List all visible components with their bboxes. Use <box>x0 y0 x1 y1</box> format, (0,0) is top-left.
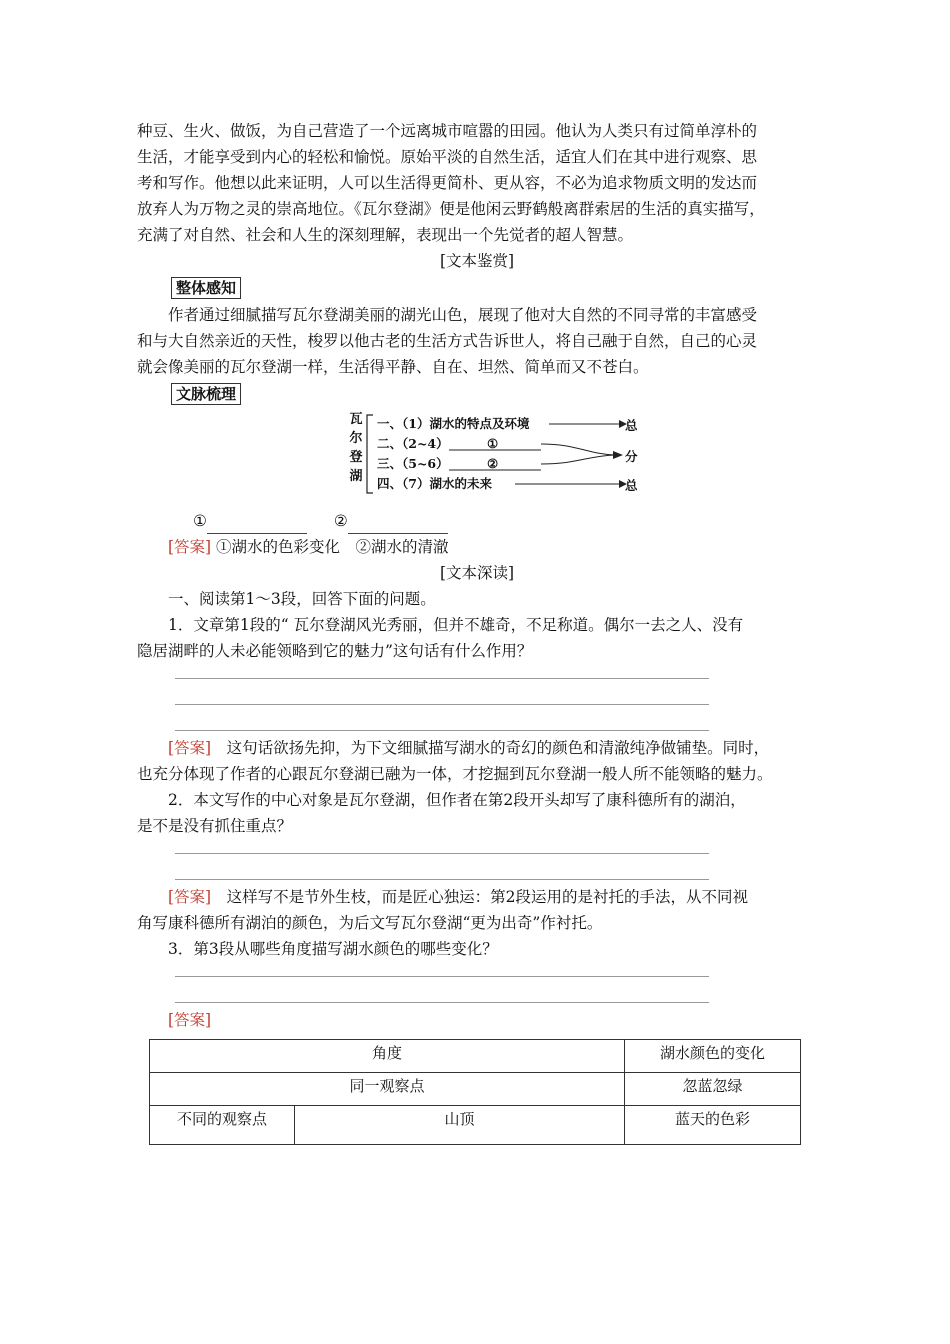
table-cell: 蓝天的色彩 <box>625 1106 801 1145</box>
table-header-row <box>150 1040 801 1073</box>
question-1 <box>137 612 817 787</box>
table-cell: 不同的观察点 <box>150 1106 295 1145</box>
answer-lines <box>137 664 817 735</box>
question-line: 1．文章第1段的“ 瓦尔登湖风光秀丽，但并不雄奇，不足称道。偶尔一去之人、没有 <box>168 616 744 634</box>
table-cell: 忽蓝忽绿 <box>625 1073 801 1106</box>
structure-diagram <box>137 408 817 508</box>
answer-line <box>175 976 709 977</box>
merge-curve-top <box>541 444 615 455</box>
answer-label: [答案] <box>168 739 212 757</box>
part-heading: 一、阅读第1～3段，回答下面的问题。 <box>168 590 436 608</box>
text-line: 考和写作。他想以此来证明，人可以生活得更简朴、更从容，不必为追求物质文明的发达而 <box>137 174 758 192</box>
answer-table <box>149 1039 801 1145</box>
blank-1-field[interactable] <box>207 517 307 534</box>
question-2 <box>137 787 817 936</box>
answer-line <box>175 678 709 679</box>
text-line: 充满了对自然、社会和人生的深刻理解，表现出一个先觉者的超人智慧。 <box>137 226 634 244</box>
row-blank: ② <box>487 456 499 471</box>
bracket-line <box>367 415 373 493</box>
target-total: 总 <box>625 478 638 493</box>
question-line: 隐居湖畔的人未必能领略到它的魅力”这句话有什么作用？ <box>137 642 533 660</box>
question-line: 2．本文写作的中心对象是瓦尔登湖，但作者在第2段开头却写了康科德所有的湖泊， <box>168 791 746 809</box>
document-page <box>137 118 817 1145</box>
answer-paragraph <box>137 884 817 910</box>
text-line: 就会像美丽的瓦尔登湖一样，生活得平静、自在、坦然、简单而又不苍白。 <box>137 358 649 376</box>
answer-line <box>175 730 709 731</box>
text-line: 和与大自然亲近的天性，梭罗以他古老的生活方式告诉世人，将自己融于自然，自己的心灵 <box>137 332 758 350</box>
structure-row-3 <box>377 456 499 472</box>
answer-lines <box>137 962 817 1007</box>
answer-line <box>175 704 709 705</box>
text-line: 作者通过细腻描写瓦尔登湖美丽的湖光山色，展现了他对大自然的不同寻常的丰富感受 <box>168 306 758 324</box>
answer-text: 这样写不是节外生枝，而是匠心独运：第2段运用的是衬托的手法，从不同视 <box>211 888 748 906</box>
overall-tag: 整体感知 <box>171 277 241 299</box>
answer-line <box>175 1002 709 1003</box>
answer-line <box>175 879 709 880</box>
target-total: 总 <box>625 418 638 433</box>
intro-paragraph <box>137 118 817 248</box>
structure-row-2 <box>377 436 499 452</box>
structure-tag: 文脉梳理 <box>171 383 241 405</box>
row-blank: ① <box>487 436 499 451</box>
answer-text: 这句话欲扬先抑，为下文细腻描写湖水的奇幻的颜色和清澈纯净做铺垫。同时， <box>211 739 770 757</box>
arrowhead <box>613 451 623 459</box>
overall-section <box>137 274 817 380</box>
answer-lines <box>137 839 817 884</box>
answer-label: [答案] <box>168 538 212 556</box>
blank-2-field[interactable] <box>348 517 448 534</box>
row-label: 一、（1）湖水的特点及环境 <box>377 416 530 431</box>
structure-answer <box>137 534 817 560</box>
answer-paragraph <box>137 1007 817 1033</box>
table-cell: 山顶 <box>295 1106 625 1145</box>
table-cell: 同一观察点 <box>150 1073 625 1106</box>
answer-text: 也充分体现了作者的心跟瓦尔登湖已融为一体，才挖掘到瓦尔登湖一般人所不能领略的魅力。 <box>137 765 773 783</box>
section-heading-appreciation: [文本鉴赏] <box>439 252 515 270</box>
row-label: 四、（7）湖水的未来 <box>377 476 492 491</box>
root-title <box>349 410 365 486</box>
text-line: 放弃人为万物之灵的崇高地位。《瓦尔登湖》便是他闲云野鹤般离群索居的生活的真实描写， <box>137 200 765 218</box>
answer-line <box>175 853 709 854</box>
target-parts: 分 <box>625 449 638 464</box>
root-title-text: 瓦尔登湖 <box>349 412 363 484</box>
structure-row-1 <box>377 416 529 432</box>
question-line: 3．第3段从哪些角度描写湖水颜色的哪些变化？ <box>168 940 498 958</box>
text-line: 生活，才能享受到内心的轻松和愉悦。原始平淡的自然生活，适宜人们在其中进行观察、思 <box>137 148 758 166</box>
blank-1-label: ① <box>193 512 207 530</box>
question-line: 是不是没有抓住重点？ <box>137 817 293 835</box>
answer-text: 角写康科德所有湖泊的颜色，为后文写瓦尔登湖“更为出奇”作衬托。 <box>137 914 603 932</box>
answer-text: ①湖水的色彩变化 ②湖水的清澈 <box>216 538 449 556</box>
structure-section <box>137 380 817 560</box>
table-header-cell: 湖水颜色的变化 <box>625 1040 801 1073</box>
row-label: 二、（2~4） <box>377 436 449 451</box>
table-row <box>150 1073 801 1106</box>
answer-label: [答案] <box>168 1011 212 1029</box>
answer-paragraph <box>137 735 817 761</box>
table-header-cell: 角度 <box>150 1040 625 1073</box>
question-3 <box>137 936 817 1145</box>
merge-curve-bottom <box>541 455 615 464</box>
answer-label: [答案] <box>168 888 212 906</box>
section-heading-deep: [文本深读] <box>439 564 515 582</box>
blank-2-label: ② <box>333 512 348 530</box>
blanks-line <box>137 508 817 534</box>
structure-row-4 <box>377 476 492 492</box>
row-label: 三、（5~6） <box>377 456 449 471</box>
table-row <box>150 1106 801 1145</box>
text-line: 种豆、生火、做饭，为自己营造了一个远离城市喧嚣的田园。他认为人类只有过简单淳朴的 <box>137 122 758 140</box>
